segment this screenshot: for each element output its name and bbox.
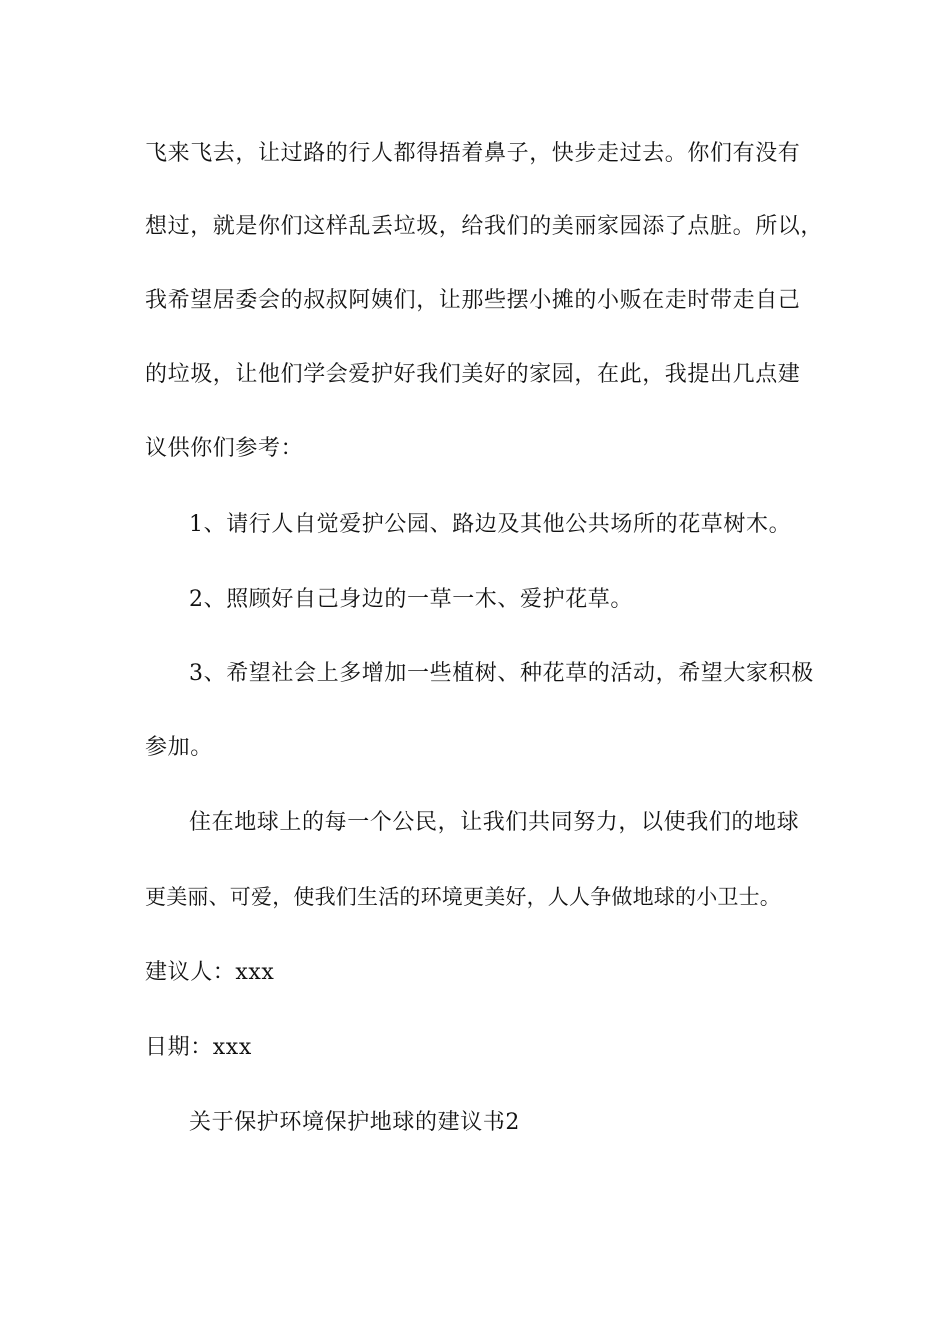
suggestion-item-1: 1、请行人自觉爱护公园、路边及其他公共场所的花草树木。 [189, 512, 792, 537]
paragraph-line: 飞来飞去，让过路的行人都得捂着鼻子，快步走过去。你们有没有 [145, 141, 801, 166]
suggestion-item-3-continuation: 参加。 [145, 735, 213, 760]
paragraph-line: 我希望居委会的叔叔阿姨们，让那些摆小摊的小贩在走时带走自己 [145, 288, 801, 313]
closing-paragraph-line: 更美丽、可爱，使我们生活的环境更美好，人人争做地球的小卫士。 [145, 885, 781, 909]
suggestion-item-2: 2、照顾好自己身边的一草一木、爱护花草。 [189, 587, 633, 612]
paragraph-line: 想过，就是你们这样乱丢垃圾，给我们的美丽家园添了点脏。所以， [145, 214, 824, 239]
paragraph-line: 议供你们参考： [145, 436, 304, 461]
proposer-line: 建议人：xxx [145, 960, 275, 985]
next-document-title: 关于保护环境保护地球的建议书2 [189, 1110, 520, 1135]
paragraph-line: 的垃圾，让他们学会爱护好我们美好的家园，在此，我提出几点建 [145, 362, 801, 387]
date-line: 日期：xxx [145, 1035, 252, 1060]
suggestion-item-3: 3、希望社会上多增加一些植树、种花草的活动，希望大家积极 [189, 661, 814, 686]
closing-paragraph-line: 住在地球上的每一个公民，让我们共同努力，以使我们的地球 [189, 810, 800, 835]
